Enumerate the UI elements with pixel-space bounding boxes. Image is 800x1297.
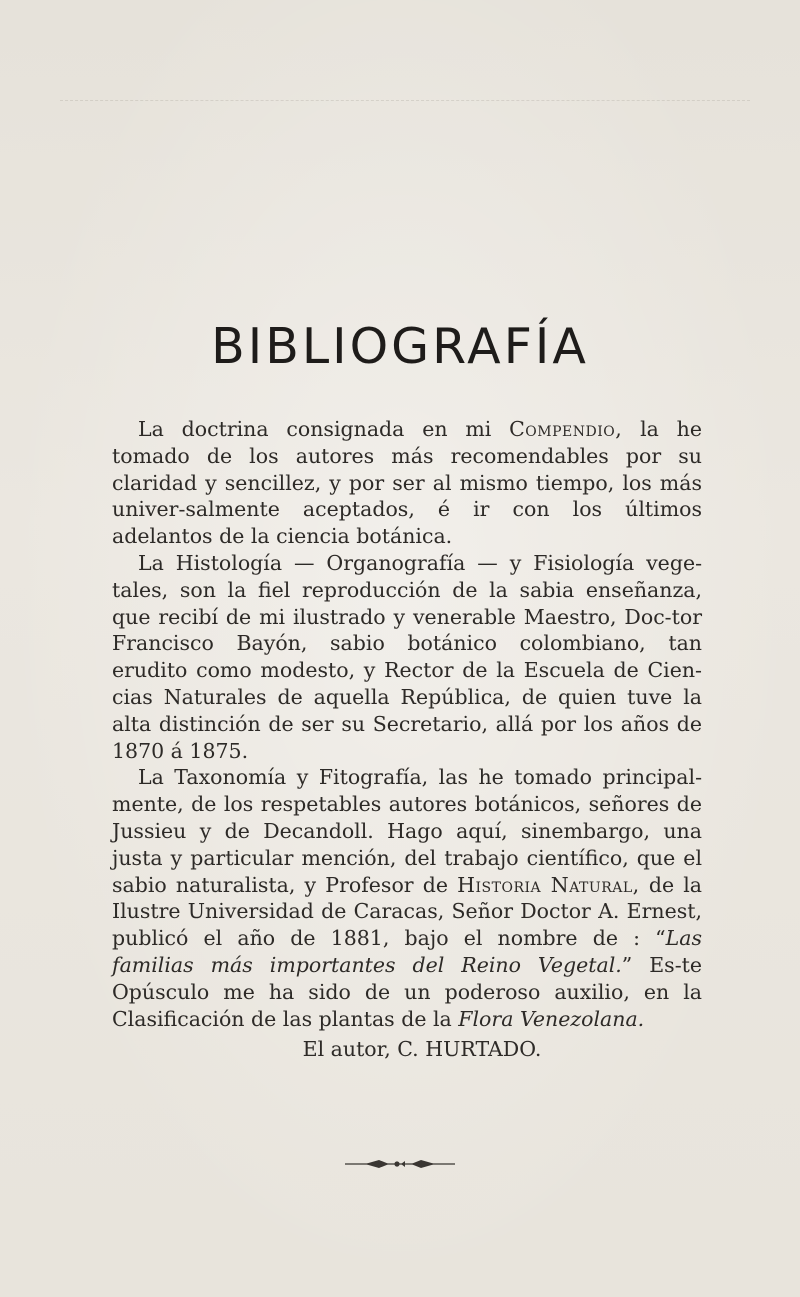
paragraph-1-text-a: La doctrina consignada en mi (138, 417, 510, 441)
compendio-reference: Compendio, (509, 417, 623, 441)
ornament-divider-icon (345, 1158, 455, 1170)
body-text (112, 416, 702, 1063)
paragraph-3 (112, 764, 702, 1032)
author-signature: El autor, C. HURTADO. (302, 1037, 542, 1062)
paragraph-3-text-c: ” Es-te Opúsculo me ha sido de un poderoso auxilio, en la Clasificación de las plantas de la (112, 952, 703, 1031)
paragraph-1-text-b: la he tomado de los autores más recomendables por su claridad y sencillez, y por ser al mismo tiempo, los más univer-salmente aceptados, é ir con los últimos adelantos de la ciencia botánica. (112, 417, 702, 549)
paragraph-1 (112, 416, 702, 550)
page-title: BIBLIOGRAFÍA (211, 318, 589, 375)
show-through-line (60, 100, 750, 101)
historia-natural-reference: Historia Natural, (457, 872, 640, 897)
book-title-flora: Flora Venezolana. (458, 1006, 645, 1031)
paragraph-2: La Histología — Organografía — y Fisiología vege-tales, son la fiel reproducción de la sabia enseñanza, que recibí de mi ilustrado y venerable Maestro, Doc-tor Francisco Bayón, sabio botánico colombiano, tan erudito como modesto, y Rector de la Escuela de Cien-cias Naturales de aquella República, de quien tuve la alta distinción de ser su Secretario, allá por los años de 1870 á 1875. (112, 550, 702, 763)
ornament-divider (0, 1158, 800, 1174)
paragraph-3-text-a: La Taxonomía y Fitografía, las he tomado principal-mente, de los respetables autores botánicos, señores de Jussieu y de Decandoll. Hago aquí, sinembargo, una justa y particular mención, del trabajo científico, que el sabio naturalista, y Profesor de (112, 765, 702, 897)
paragraph-3-text-b: de la Ilustre Universidad de Caracas, Señor Doctor A. Ernest, publicó el año de 1881, bajo el nombre de : “ (112, 872, 702, 951)
book-title-familias: Las familias más importantes del Reino Vegetal. (112, 926, 702, 977)
